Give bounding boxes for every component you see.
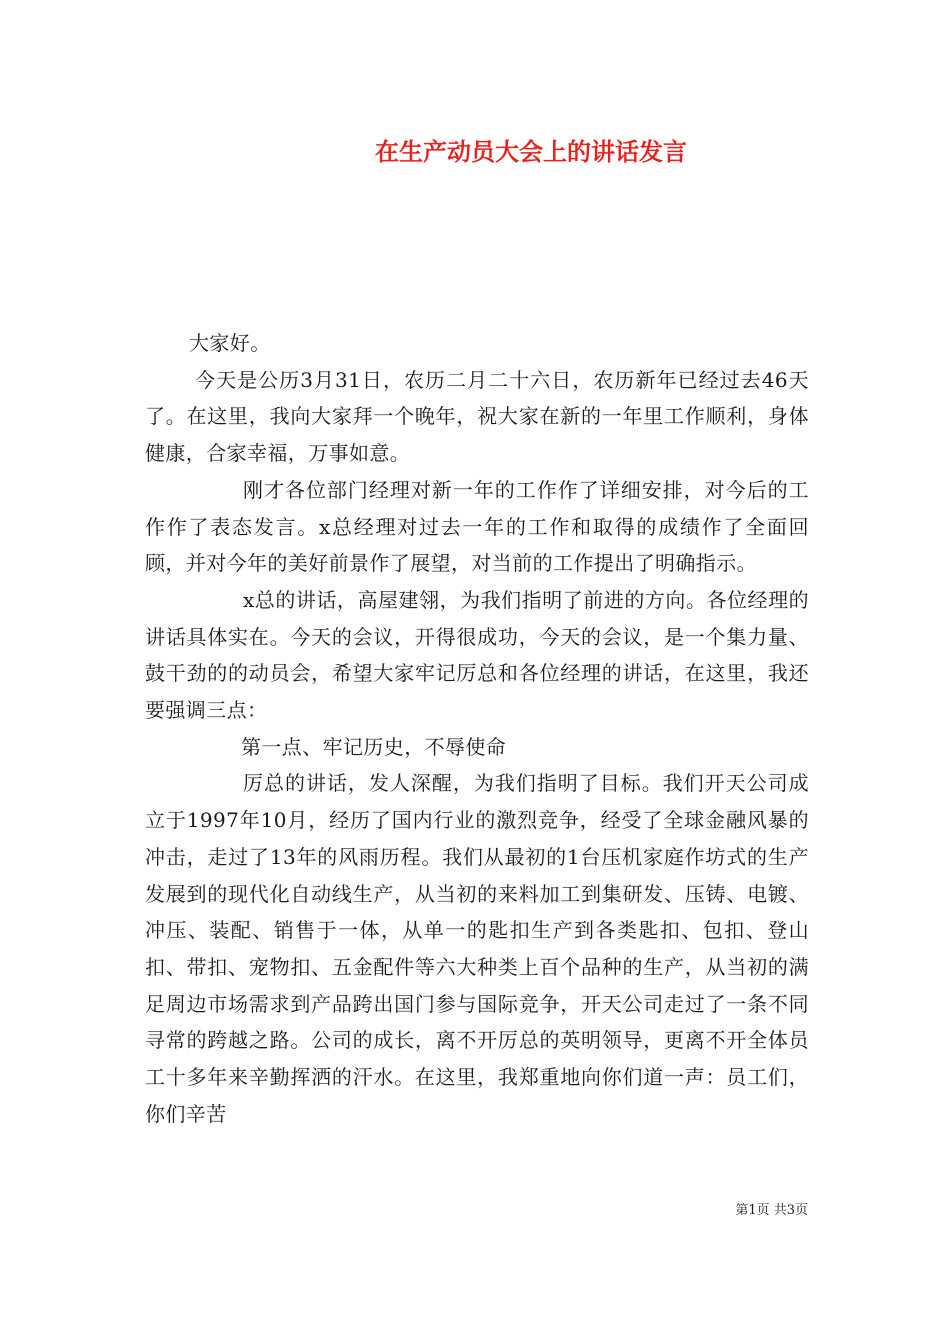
document-body [145,325,809,1132]
document-title: 在生产动员大会上的讲话发言 [375,138,687,166]
paragraph-review: 刚才各位部门经理对新一年的工作作了详细安排，对今后的工作作了表态发言。x总经理对过去一年的工作和取得的成绩作了全面回顾，并对今年的美好前景作了展望，对当前的工作提出了明确指示。 [145,477,809,576]
paragraph-speech: x总的讲话，高屋建翎，为我们指明了前进的方向。各位经理的讲话具体实在。今天的会议，开得很成功，今天的会议，是一个集力量、鼓干劲的的动员会，希望大家牢记厉总和各位经理的讲话，在这里，我还要强调三点： [145,587,809,723]
paragraph-history: 厉总的讲话，发人深醒，为我们指明了目标。我们开天公司成立于1997年10月，经历了国内行业的激烈竞争，经受了全球金融风暴的冲击，走过了13年的风雨历程。我们从最初的1台压机家庭作坊式的生产发展到的现代化自动线生产，从当初的来料加工到集研发、压铸、电镀、冲压、装配、销售于一体，从单一的匙扣生产到各类匙扣、包扣、登山扣、带扣、宠物扣、五金配件等六大种类上百个品种的生产，从当初的满足周边市场需求到产品跨出国门参与国际竞争，开天公司走过了一条不同寻常的跨越之路。公司的成长，离不开厉总的英明领导，更离不开全体员工十多年来辛勤挥洒的汗水。在这里，我郑重地向你们道一声：员工们，你们辛苦 [145,771,809,1126]
page-number: 第1页 共3页 [735,1203,808,1218]
section-heading-first-point: 第一点、牢记历史，不辱使命 [241,734,507,759]
paragraph-greeting: 今天是公历3月31日，农历二月二十六日，农历新年已经过去46天了。在这里，我向大家拜一个晚年，祝大家在新的一年里工作顺利，身体健康，合家幸福，万事如意。 [145,367,809,466]
paragraph-salutation: 大家好。 [189,331,271,355]
